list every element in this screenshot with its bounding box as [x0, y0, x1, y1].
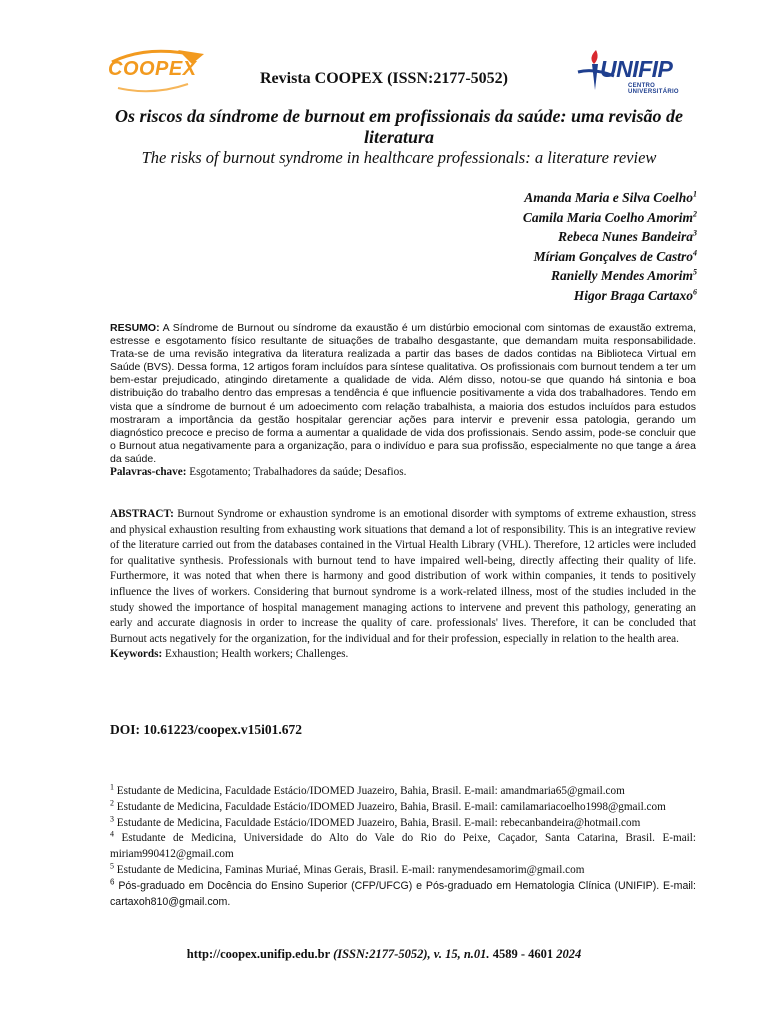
doi: DOI: 10.61223/coopex.v15i01.672	[110, 722, 302, 737]
abstract-keywords: Keywords: Exhaustion; Health workers; Challenges.	[110, 648, 349, 661]
footnotes	[110, 784, 696, 910]
resumo-label: RESUMO:	[110, 322, 160, 334]
article-title: Os riscos da síndrome de burnout em profissionais da saúde: uma revisão de literatura	[114, 106, 684, 147]
author-3: Rebeca Nunes Bandeira$^3$	[558, 228, 697, 244]
footnote-4: $^4$ Estudante de Medicina, Universidade do Alto do Vale do Rio do Peixe, Caçador, Santa Catarina, Brasil. E-mail: miriam990412@gmail.com	[110, 829, 696, 861]
author-1: Amanda Maria e Silva Coelho$^1$	[524, 189, 697, 205]
footnote-3: $^3$ Estudante de Medicina, Faculdade Estácio/IDOMED Juazeiro, Bahia, Brasil. E-mail: rebecanbandeira@hotmail.com	[110, 813, 641, 829]
footnote-6: $^6$ Pós-graduado em Docência do Ensino Superior (CFP/UFCG) e Pós-graduado em Hematologia Clínica (UNIFIP). E-mail: cartaxoh810@gmail.com.	[110, 877, 696, 908]
author-6: Higor Braga Cartaxo$^6$	[573, 287, 697, 303]
author-2: Camila Maria Coelho Amorim$^2$	[522, 209, 697, 225]
footer-citation: (ISSN:2177-5052), v. 15, n.01.	[333, 947, 490, 961]
footer-url: http://coopex.unifip.edu.br	[186, 947, 330, 961]
abstract-label: ABSTRACT:	[110, 508, 174, 520]
footnote-5: $^5$ Estudante de Medicina, Faminas Muriaé, Minas Gerais, Brasil. E-mail: ranymendesamorim@gmail.com	[110, 861, 585, 876]
resumo-keywords: Palavras-chave: Esgotamento; Trabalhadores da saúde; Desafios.	[110, 466, 407, 479]
unifip-logo-text: UNIFIP	[600, 56, 673, 82]
author-list	[523, 188, 697, 305]
abstract-text: Burnout Syndrome or exhaustion syndrome is an emotional disorder with symptoms of extreme exhaustion, stress and physical exhaustion resulting from exhausting work situations that demand a lot of responsibility. This is an integrative review of the literature carried out from the databases contained in the Virtual Health Library (VHL). Therefore, 12 articles were included for qualitative synthesis. Professionals with burnout tend to have impaired well-being, directly affecting their quality of life. Furthermore, it was noted that when there is harmony and good distribution of work within companies, it tends to positively influence the lives of workers. Considering that burnout syndrome is a work-related illness, most of the studies included in the study showed the importance of hospital management managing actions to intervene and prevent this pathology, generating an early and accurate diagnosis in order to increase the quality of care. professionals' lives. Therefore, it can be concluded that Burnout acts negatively for the organization, for the individual and for their profession, especially in relation to the health area.	[110, 508, 696, 645]
unifip-logo-subtext: CENTRO UNIVERSITÁRIO	[628, 83, 679, 95]
footnote-1: $^1$ Estudante de Medicina, Faculdade Estácio/IDOMED Juazeiro, Bahia, Brasil. E-mail: amandmaria65@gmail.com	[110, 782, 625, 797]
resumo-text: A Síndrome de Burnout ou síndrome da exaustão é um distúrbio emocional com sintomas de exaustão extrema, estresse e esgotamento físico resultante de situações de trabalho desgastante, que demandam muita responsabilidade. Trata-se de uma revisão integrativa da literatura realizada a partir das bases de dados contidas na Biblioteca Virtual em Saúde (BVS). Dessa forma, 12 artigos foram incluídos para síntese qualitativa. Os profissionais com burnout tendem a ter um bem-estar prejudicado, atingindo diretamente a qualidade de vida. Além disso, notou-se que quando há sintonia e boa distribuição do trabalho dentro das empresas a tendência é que influencie positivamente a vida dos trabalhadores. Tendo em vista que a síndrome de burnout é um adoecimento com relação trabalhista, a maioria dos estudos incluídos para estudos mostraram a importância da gestão hospitalar gerenciar ações para intervir e prevenir essa patologia, gerando um diagnóstico precoce e preciso de forma a aumentar a qualidade de vida dos profissionais. Sendo assim, pode-se concluir que o Burnout atua negativamente para a organização, para o indivíduo e para sua profissão, especialmente no que tange a área da saúde.	[110, 322, 696, 465]
resumo-section	[110, 322, 696, 479]
journal-name: Revista COOPEX (ISSN:2177-5052)	[260, 70, 508, 87]
footer-year: 2024	[556, 947, 582, 961]
unifip-logo	[574, 46, 704, 96]
footnote-2: $^2$ Estudante de Medicina, Faculdade Estácio/IDOMED Juazeiro, Bahia, Brasil. E-mail: camilamariacoelho1998@gmail.com	[110, 798, 666, 813]
author-5: Ranielly Mendes Amorim$^5$	[550, 267, 697, 283]
footer-pages: 4589 - 4601	[492, 947, 554, 961]
article-subtitle: The risks of burnout syndrome in healthcare professionals: a literature review	[141, 148, 657, 167]
coopex-logo-text: COOPEX	[108, 58, 197, 80]
author-4: Míriam Gonçalves de Castro$^4$	[533, 248, 697, 264]
abstract-section	[110, 507, 696, 663]
page-header	[0, 40, 768, 100]
page-footer	[0, 947, 768, 962]
